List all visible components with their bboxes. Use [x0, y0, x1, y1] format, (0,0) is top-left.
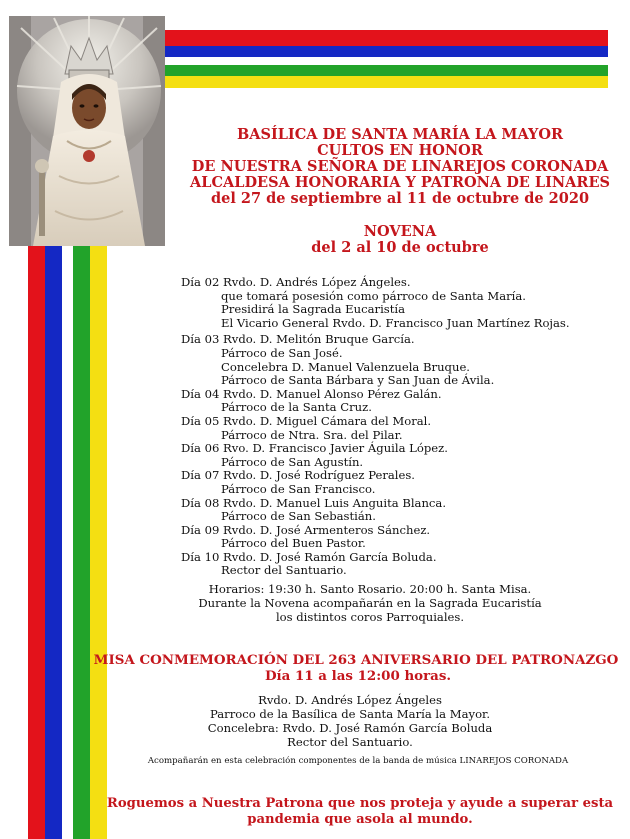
- day-line: Rvdo. D. Manuel Luis Anguita Blanca.: [223, 495, 447, 510]
- horarios-line: los distintos coros Parroquiales.: [275, 610, 465, 624]
- header-line-senora: DE NUESTRA SEÑORA DE LINAREJOS CORONADA: [191, 158, 609, 175]
- day-line: Rector del Santuario.: [221, 563, 347, 578]
- day-line: Rvdo. D. Melitón Bruque García.: [223, 332, 415, 347]
- day-line: que tomará posesión como párroco de Santa María.: [221, 288, 526, 303]
- day-line: Rvdo. D. José Ramón García Boluda.: [223, 549, 437, 564]
- header-line-cultos: CULTOS EN HONOR: [317, 142, 483, 159]
- day-line: Párroco de San Agustín.: [221, 454, 364, 469]
- day-line: Párroco de San Sebastián.: [221, 509, 376, 524]
- day-line: Párroco de Ntra. Sra. del Pilar.: [221, 427, 403, 442]
- day-line: Rvdo. D. José Armenteros Sánchez.: [223, 522, 431, 537]
- misa-date: Día 11 a las 12:00 horas.: [264, 668, 452, 684]
- day-item-05: [181, 415, 611, 442]
- day-line: Párroco de San Francisco.: [221, 481, 376, 496]
- day-label: Día 05: [181, 413, 220, 428]
- day-item-08: [181, 497, 611, 524]
- novena-title: NOVENA: [363, 223, 437, 240]
- day-line: El Vicario General Rvdo. D. Francisco Juan Martínez Rojas.: [221, 315, 570, 330]
- stripe-green-horizontal: [160, 65, 608, 76]
- day-item-07: [181, 469, 611, 496]
- day-line: Rvdo. D. José Rodríguez Perales.: [223, 468, 415, 483]
- day-item-09: [181, 524, 611, 551]
- horarios-line: Durante la Novena acompañarán en la Sagrada Eucaristía: [198, 596, 542, 610]
- day-item-04: [181, 388, 611, 415]
- closing-line: Roguemos a Nuestra Patrona que nos proteja y ayude a superar esta: [106, 796, 614, 811]
- horarios-line: Horarios: 19:30 h. Santo Rosario. 20:00 h. Santa Misa.: [208, 582, 532, 596]
- banda-note: Acompañarán en esta celebración componentes de la banda de música LINAREJOS CORONADA: [147, 756, 569, 766]
- closing-line: pandemia que asola al mundo.: [247, 812, 473, 827]
- stripe-yellow-horizontal: [160, 76, 608, 88]
- day-label: Día 09: [181, 522, 220, 537]
- day-line: Rvo. D. Francisco Javier Águila López.: [223, 441, 448, 456]
- misa-concelebrant: Concelebra: Rvdo. D. José Ramón García Boluda: [207, 721, 493, 735]
- day-item-10: [181, 551, 611, 578]
- header-line-dates: del 27 de septiembre al 11 de octubre de 2020: [210, 190, 590, 207]
- day-line: Párroco de la Santa Cruz.: [221, 400, 372, 415]
- day-line: Párroco de Santa Bárbara y San Juan de Ávila.: [221, 373, 495, 388]
- day-line: Rvdo. D. Miguel Cámara del Moral.: [223, 413, 432, 428]
- stripe-green-vertical: [73, 246, 90, 839]
- misa-concelebrant-role: Rector del Santuario.: [287, 735, 413, 749]
- stripe-blue-vertical: [45, 246, 62, 839]
- header-line-basilica: BASÍLICA DE SANTA MARÍA LA MAYOR: [236, 126, 564, 143]
- novena-day-list: [181, 276, 611, 578]
- day-item-02: [181, 276, 611, 330]
- day-item-03: [181, 333, 611, 387]
- day-label: Día 07: [181, 468, 220, 483]
- misa-celebrant-role: Parroco de la Basílica de Santa María la Mayor.: [209, 707, 491, 721]
- day-line: Presidirá la Sagrada Eucaristía: [221, 302, 405, 317]
- day-label: Día 03: [181, 332, 220, 347]
- day-label: Día 06: [181, 441, 220, 456]
- stripe-yellow-vertical: [90, 246, 107, 839]
- day-line: Rvdo. D. Andrés López Ángeles.: [223, 275, 411, 289]
- stripe-blue-horizontal: [160, 46, 608, 57]
- stripe-red-vertical: [28, 246, 45, 839]
- misa-title: MISA CONMEMORACIÓN DEL 263 ANIVERSARIO DEL PATRONAZGO: [93, 652, 619, 668]
- day-label: Día 02: [181, 275, 220, 289]
- day-label: Día 08: [181, 495, 220, 510]
- day-line: Párroco del Buen Pastor.: [221, 536, 366, 551]
- novena-dates: del 2 al 10 de octubre: [311, 239, 489, 256]
- virgin-image: [9, 16, 165, 246]
- day-label: Día 10: [181, 549, 220, 564]
- day-line: Rvdo. D. Manuel Alonso Pérez Galán.: [223, 386, 442, 401]
- header-line-alcaldesa: ALCALDESA HONORARIA Y PATRONA DE LINARES: [190, 174, 610, 191]
- misa-celebrant: Rvdo. D. Andrés López Ángeles: [258, 693, 442, 707]
- day-line: Párroco de San José.: [221, 345, 343, 360]
- day-label: Día 04: [181, 386, 220, 401]
- day-line: Concelebra D. Manuel Valenzuela Bruque.: [221, 359, 470, 374]
- virgin-figure-icon: [9, 16, 165, 246]
- stripe-red-horizontal: [160, 30, 608, 46]
- day-item-06: [181, 442, 611, 469]
